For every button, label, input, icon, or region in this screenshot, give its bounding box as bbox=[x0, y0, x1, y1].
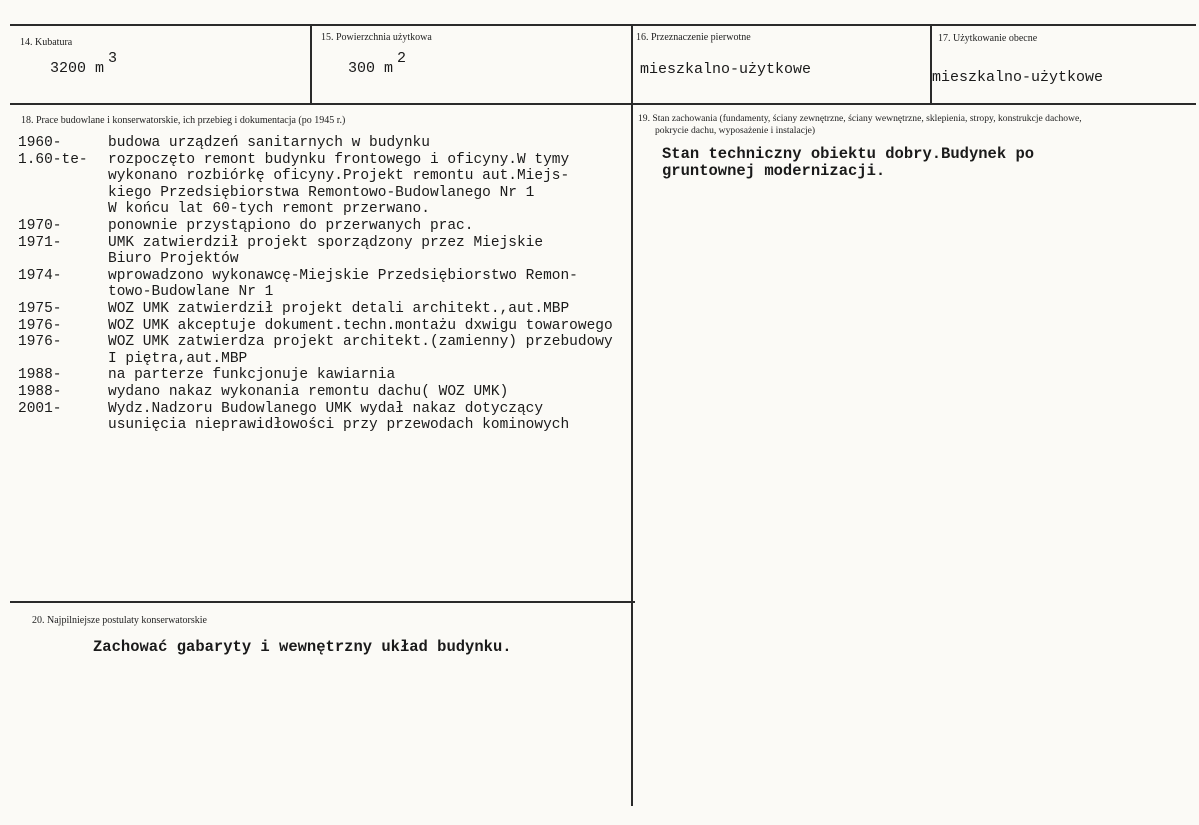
col-rule-3 bbox=[930, 24, 932, 104]
work-entry-year: 1970- bbox=[18, 217, 62, 234]
work-entry-row bbox=[18, 284, 613, 301]
field-20-label: 20. Najpilniejsze postulaty konserwatorskie bbox=[32, 615, 207, 626]
field-17-label: 17. Użytkowanie obecne bbox=[938, 33, 1038, 44]
work-entry-row bbox=[18, 268, 613, 285]
field-18-label: 18. Prace budowlane i konserwatorskie, ich przebieg i dokumentacja (po 1945 r.) bbox=[21, 115, 346, 126]
work-entry-row bbox=[18, 367, 613, 384]
field-14-value bbox=[50, 50, 118, 77]
work-entry-row bbox=[18, 185, 613, 202]
field-14-number: 3200 m bbox=[50, 60, 105, 77]
work-entry-row bbox=[18, 218, 613, 235]
work-entry-row bbox=[18, 135, 613, 152]
field-14-label: 14. Kubatura bbox=[20, 37, 73, 48]
field-15-number: 300 m bbox=[348, 60, 394, 77]
row-rule-1 bbox=[10, 103, 1196, 105]
work-entry-text: WOZ UMK zatwierdził projekt detali architekt.,aut.MBP bbox=[108, 300, 570, 317]
work-entry-year: 1976- bbox=[18, 317, 62, 334]
work-entry-text: Biuro Projektów bbox=[108, 251, 239, 268]
work-entry-year: 2001- bbox=[18, 400, 62, 417]
work-entry-text: budowa urządzeń sanitarnych w budynku bbox=[108, 135, 430, 151]
field-19-label-line2: pokrycie dachu, wyposażenie i instalacje) bbox=[655, 125, 816, 136]
field-15-label: 15. Powierzchnia użytkowa bbox=[321, 32, 432, 43]
field-16-value: mieszkalno-użytkowe bbox=[640, 61, 812, 78]
work-entry-year: 1976- bbox=[18, 334, 62, 351]
work-entry-year bbox=[18, 185, 108, 202]
field-19-text-line2: gruntownej modernizacji. bbox=[662, 162, 886, 180]
work-entry-row bbox=[18, 201, 613, 218]
work-entry-year bbox=[18, 351, 108, 368]
work-entry-row bbox=[18, 301, 613, 318]
field-17-value: mieszkalno-użytkowe bbox=[932, 69, 1104, 86]
work-entry-text: na parterze funkcjonuje kawiarnia bbox=[108, 367, 396, 384]
work-entry-text: kiego Przedsiębiorstwa Remontowo-Budowlanego Nr 1 bbox=[108, 184, 535, 201]
work-entry-year bbox=[18, 168, 108, 185]
work-entry-text: wykonano rozbiórkę oficyny.Projekt remontu aut.Miejs- bbox=[108, 168, 570, 185]
work-entry-text: WOZ UMK zatwierdza projekt architekt.(zamienny) przebudowy bbox=[108, 334, 613, 351]
work-entry-row bbox=[18, 168, 613, 185]
work-entry-text: UMK zatwierdził projekt sporządzony przez Miejskie bbox=[108, 234, 544, 251]
work-entry-row bbox=[18, 384, 613, 401]
work-entry-row bbox=[18, 417, 613, 434]
work-entry-year: 1974- bbox=[18, 267, 62, 284]
work-entry-year bbox=[18, 284, 108, 301]
work-entry-row bbox=[18, 251, 613, 268]
work-entry-row bbox=[18, 318, 613, 335]
work-entry-row bbox=[18, 401, 613, 418]
work-entry-year: 1988- bbox=[18, 383, 62, 400]
work-entry-text: I piętra,aut.MBP bbox=[108, 350, 248, 367]
work-entry-row bbox=[18, 152, 613, 169]
field-15-exponent: 2 bbox=[397, 50, 407, 67]
field-15-value bbox=[348, 50, 407, 77]
work-entry-text: wydano nakaz wykonania remontu dachu( WOZ UMK) bbox=[108, 383, 509, 400]
work-entry-text: WOZ UMK akceptuje dokument.techn.montażu dxwigu towarowego bbox=[108, 317, 613, 334]
work-entry-year bbox=[18, 201, 108, 218]
work-entry-text: wprowadzono wykonawcę-Miejskie Przedsiębiorstwo Remon- bbox=[108, 267, 578, 284]
field-20-text: Zachować gabaryty i wewnętrzny układ budynku. bbox=[93, 638, 512, 656]
work-entry-year bbox=[18, 251, 108, 268]
top-rule bbox=[10, 24, 1196, 26]
work-entry-year: 1988- bbox=[18, 367, 62, 384]
work-entry-year: 1.60-te- bbox=[18, 151, 88, 168]
work-entry-year: 1971- bbox=[18, 234, 62, 251]
work-entry-year: 1960- bbox=[18, 135, 62, 151]
work-entry-row bbox=[18, 334, 613, 351]
field-16-label: 16. Przeznaczenie pierwotne bbox=[636, 32, 751, 43]
col-rule-1 bbox=[310, 24, 312, 104]
col-rule-2 bbox=[631, 24, 633, 806]
work-entry-text: Wydz.Nadzoru Budowlanego UMK wydał nakaz dotyczący bbox=[108, 400, 544, 417]
work-entry-year bbox=[18, 417, 108, 434]
work-entry-text: usunięcia nieprawidłowości przy przewodach kominowych bbox=[108, 417, 570, 434]
work-entry-text: ponownie przystąpiono do przerwanych prac. bbox=[108, 217, 474, 234]
field-19-label-line1: 19. Stan zachowania (fundamenty, ściany zewnętrzne, ściany wewnętrzne, sklepienia, stropy, konstrukcje dachowe, bbox=[638, 113, 1082, 124]
work-entry-row bbox=[18, 351, 613, 368]
work-entry-year: 1975- bbox=[18, 300, 62, 317]
row-rule-2 bbox=[10, 601, 635, 603]
work-entry-row bbox=[18, 235, 613, 252]
work-entry-text: W końcu lat 60-tych remont przerwano. bbox=[108, 201, 430, 218]
work-entry-text: rozpoczęto remont budynku frontowego i oficyny.W tymy bbox=[108, 151, 570, 168]
field-14-exponent: 3 bbox=[108, 50, 118, 67]
field-19-text-line1: Stan techniczny obiektu dobry.Budynek po bbox=[662, 145, 1035, 163]
work-entry-text: towo-Budowlane Nr 1 bbox=[108, 284, 274, 301]
field-18-entries bbox=[18, 135, 613, 434]
